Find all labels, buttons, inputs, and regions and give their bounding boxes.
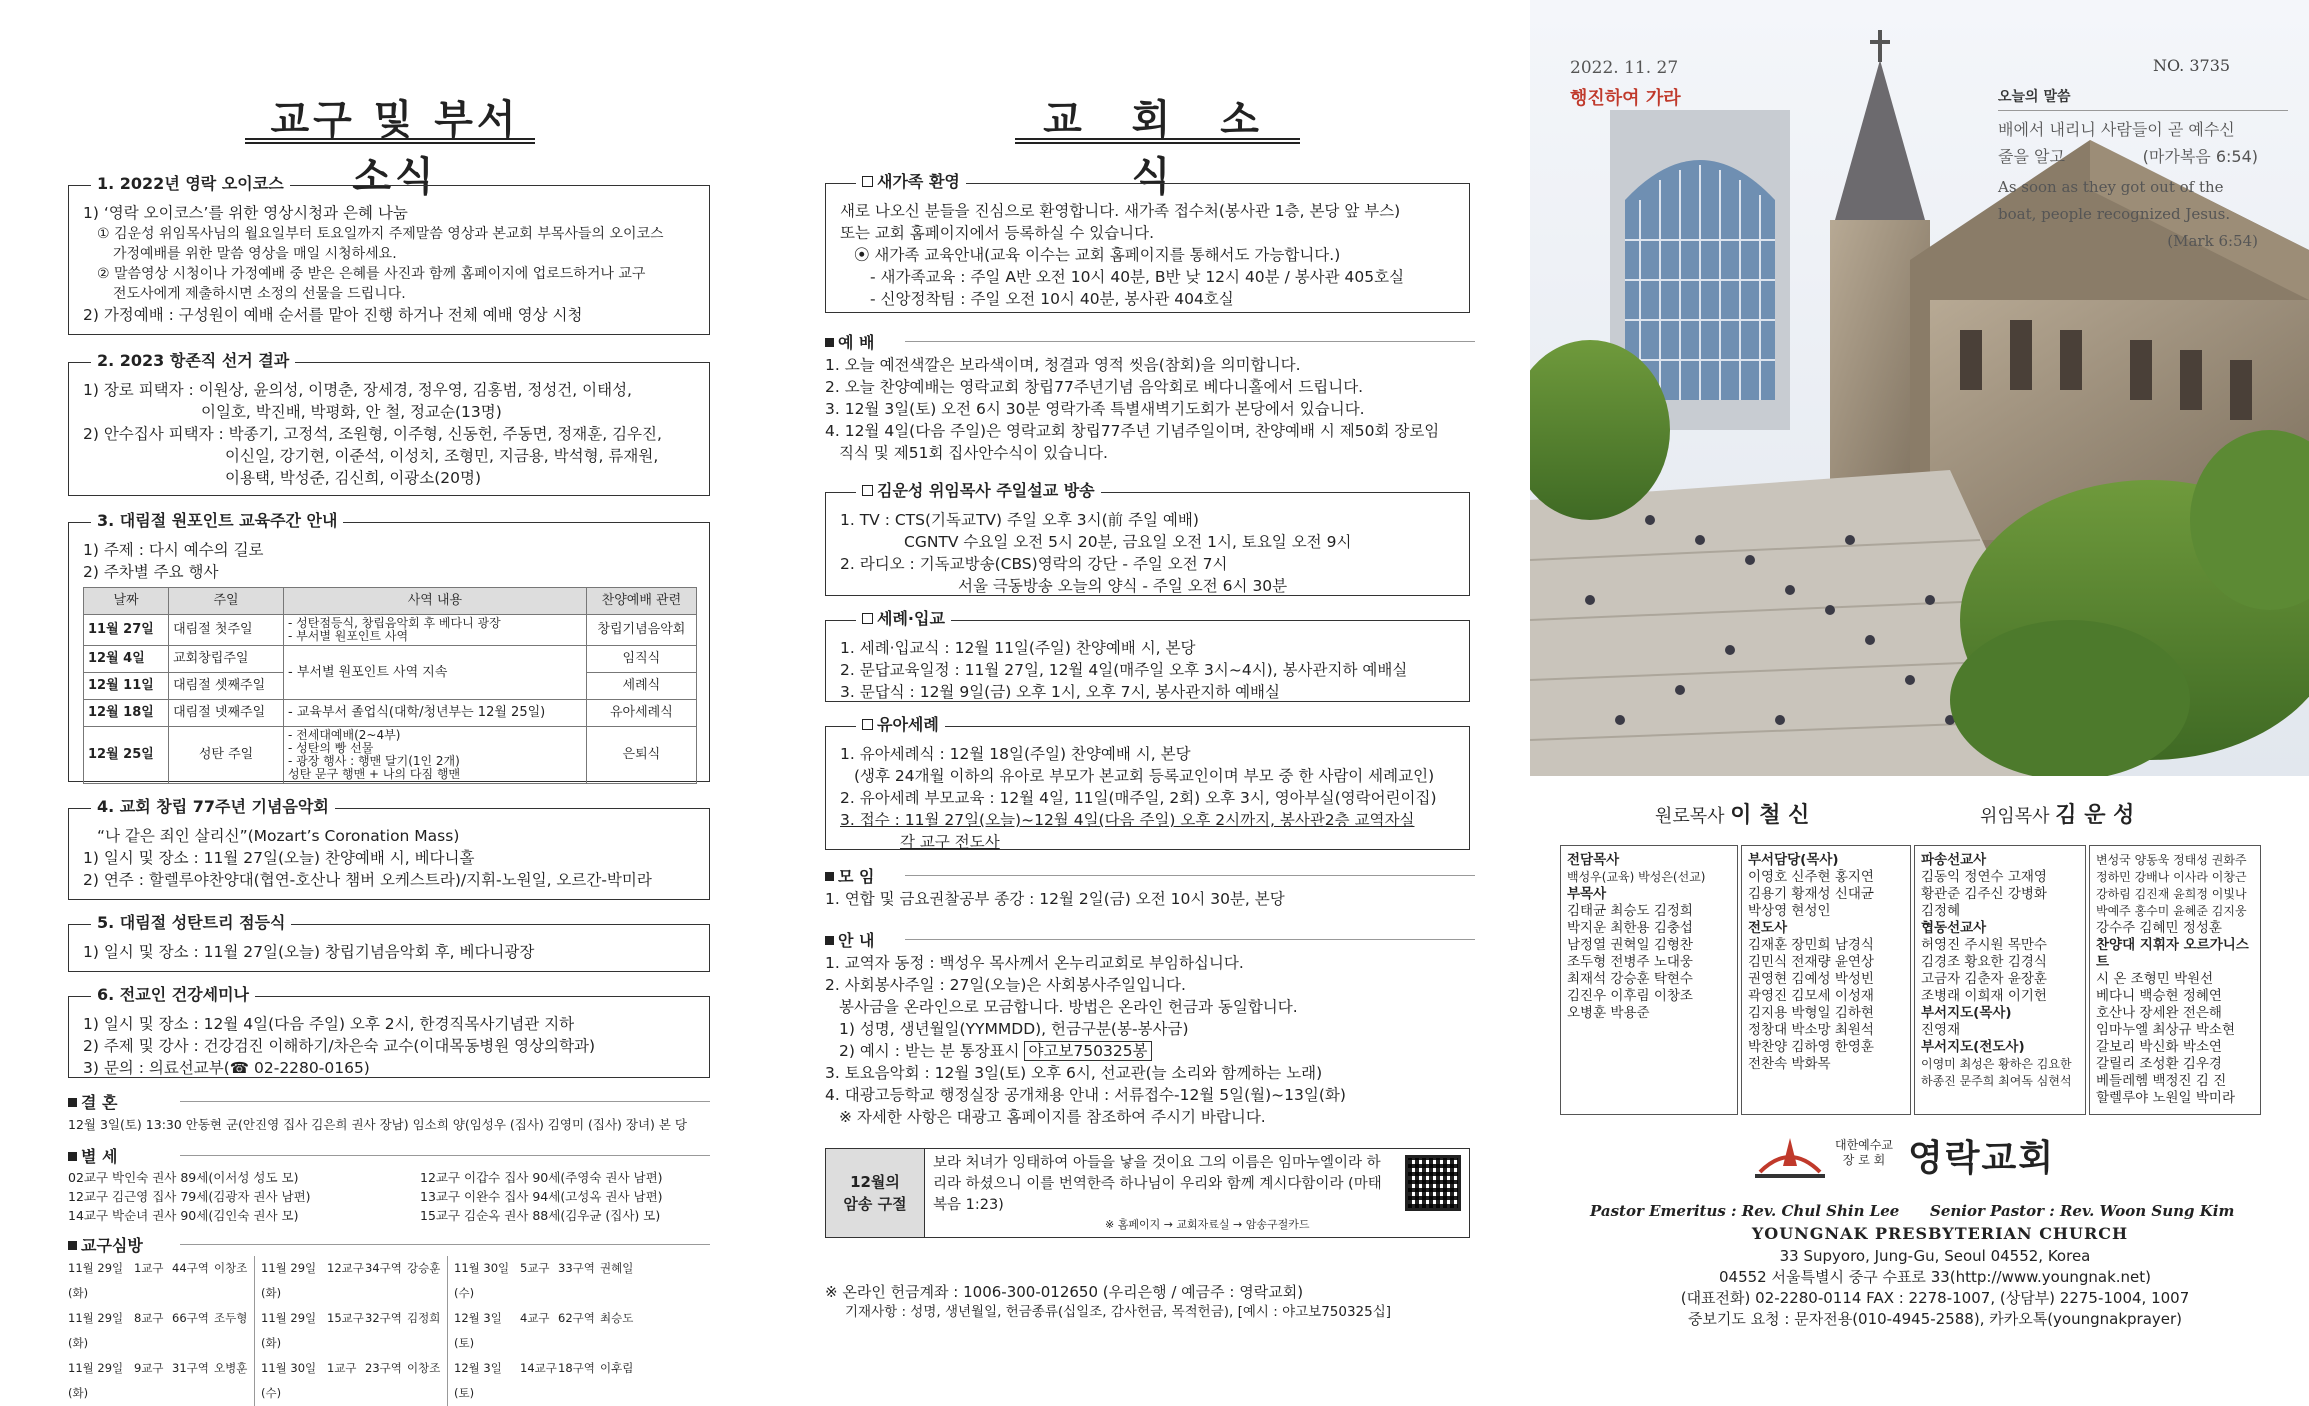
line: 3. 12월 3일(토) 오전 6시 30분 영락가족 특별새벽기도회가 본당에서 있습니다. — [825, 400, 1365, 418]
section-advent-education — [68, 511, 710, 782]
staff-line: 조두형 전병주 노대웅 — [1567, 954, 1693, 970]
visit-cell: 조두형 — [214, 1306, 255, 1356]
table-row — [84, 727, 697, 784]
verse-card — [825, 1148, 1470, 1238]
table-row — [84, 646, 697, 673]
staff-line: 변성국 양동욱 정태성 권화주 — [2096, 853, 2247, 867]
staff-line: 갈보리 박신화 박소연 — [2096, 1039, 2222, 1055]
middle-title-underline — [1015, 138, 1300, 144]
cell: 12월 18일 — [84, 700, 169, 727]
line: 1) 일시 및 장소 : 12월 4일(다음 주일) 오후 2시, 한경직목사기념관 지하 — [83, 1015, 575, 1033]
address-line: 33 Supyoro, Jung-Gu, Seoul 04552, Korea — [1779, 1247, 2091, 1265]
visit-cell: 8교구 — [134, 1311, 164, 1325]
staff-line: 임마누엘 최상규 박소현 — [2096, 1022, 2235, 1038]
line: 2. 유아세례 부모교육 : 12월 4일, 11일(매주일, 2회) 오후 3시, 영아부실(영락어린이집) — [840, 789, 1437, 807]
visit-cell: 11월 30일(수) — [261, 1361, 317, 1400]
staff-line: 부서지도(전도사) — [1921, 1039, 2025, 1055]
church-name-en: YOUNGNAK PRESBYTERIAN CHURCH — [1751, 1224, 2129, 1243]
visit-cell: 11월 30일(수) — [454, 1261, 510, 1300]
death-list-left — [68, 1168, 398, 1225]
line: 새로 나오신 분들을 진심으로 환영합니다. 새가족 접수처(봉사관 1층, 본당 앞 부스) — [840, 202, 1401, 220]
line: ② 말씀영상 시청이나 가정예배 중 받은 은혜를 사진과 함께 홈페이지에 업로드하거나 교구 — [97, 266, 646, 282]
staff-line: 조병래 이희재 이기헌 — [1921, 988, 2047, 1004]
line: 1) 일시 및 장소 : 11월 27일(오늘) 창립기념음악회 후, 베다니광장 — [83, 943, 535, 961]
th: 날짜 — [84, 588, 169, 615]
left-page-title: 교구 및 부서소식 — [270, 97, 520, 200]
visit-cell: 이창조 — [407, 1356, 448, 1406]
visit-cell: 18구역 — [558, 1361, 595, 1375]
line: 4. 12월 4일(다음 주일)은 영락교회 창립77주년 기념주일이며, 찬양예배 시 제50회 장로임 — [825, 422, 1440, 440]
death-list-right — [420, 1168, 720, 1225]
visit-cell: 9교구 — [134, 1361, 164, 1375]
verse-text: 보라 처녀가 잉태하여 아들을 낳을 것이요 그의 이름은 임마누엘이라 하리라 하셨으니 이를 번역한즉 하나님이 우리와 함께 계시다함이라 (마태복음 1:23) — [933, 1155, 1382, 1213]
line: 2) 연주 : 할렐루야찬양대(협연-호산나 챔버 오케스트라)/지휘-노원일, 오르간-박미라 — [83, 871, 652, 889]
verse-line: 배에서 내리니 사람들이 곧 예수신 — [1998, 120, 2235, 139]
staff-box-choirs — [2089, 845, 2261, 1115]
cell: - 전세대예배(2~4부) - 성탄의 빵 선물 - 광장 행사 : 행맨 달기(1인 2개) 성탄 문구 행맨 + 나의 다짐 행맨 — [284, 727, 587, 784]
cell: 세례식 — [586, 673, 696, 700]
left-title-underline — [245, 138, 535, 144]
visit-cell: 66구역 — [172, 1311, 209, 1325]
visit-cell: 5교구 — [520, 1261, 550, 1275]
staff-line: 베다니 백승현 정혜연 — [2096, 988, 2222, 1004]
line: 1) 성명, 생년월일(YYMMDD), 헌금구분(봉-봉사금) — [839, 1020, 1189, 1038]
staff-line: 베들레헴 백정진 김 진 — [2096, 1073, 2227, 1089]
staff-line: 고금자 김춘자 윤장훈 — [1921, 971, 2047, 987]
verse-path: ※ 홈페이지 → 교회자료실 → 암송구절카드 — [1105, 1218, 1310, 1231]
name: 이 철 신 — [1730, 803, 1810, 828]
section-title: 5. 대림절 성탄트리 점등식 — [91, 912, 291, 934]
emeritus-pastor — [1655, 798, 1809, 829]
visit-cell: 11월 29일(화) — [68, 1361, 124, 1400]
line: (생후 24개월 이하의 유아로 부모가 본교회 등록교인이며 부모 중 한 사람이 세례교인) — [854, 767, 1435, 785]
line: 직식 및 제51회 집사안수식이 있습니다. — [839, 444, 1108, 462]
staff-box-evangelists — [1741, 845, 1911, 1115]
line: 1. 세례·입교식 : 12월 11일(주일) 찬양예배 시, 본당 — [840, 639, 1196, 657]
line: ⦿ 새가족 교육안내(교육 이수는 교회 홈페이지를 통해서도 가능합니다.) — [854, 246, 1341, 264]
staff-line: 김경조 황요한 김경식 — [1921, 954, 2047, 970]
line: 2. 문답교육일정 : 11월 27일, 12월 4일(매주일 오후 3시~4시), 봉사관지하 예배실 — [840, 661, 1408, 679]
line: 3) 문의 : 의료선교부(☎ 02-2280-0165) — [83, 1059, 370, 1077]
staff-line: 호산나 장세완 전은해 — [2096, 1005, 2222, 1021]
section-title: 1. 2022년 영락 오이코스 — [91, 173, 290, 195]
th: 주일 — [169, 588, 284, 615]
address-line: 04552 서울특별시 중구 수표로 33(http://www.youngnak.net) — [1719, 1268, 2151, 1286]
label: 원로목사 — [1655, 806, 1725, 827]
cell: 임직식 — [586, 646, 696, 673]
line: 서울 극동방송 오늘의 양식 - 주일 오전 6시 30분 — [958, 577, 1288, 595]
line: 1) 일시 및 장소 : 11월 27일(오늘) 찬양예배 시, 베다니홀 — [83, 849, 475, 867]
motto: 행진하여 가라 — [1570, 88, 1681, 109]
visit-cell: 11월 29일(화) — [68, 1261, 124, 1300]
visit-cell: 44구역 — [172, 1261, 209, 1275]
worship-header: 예 배 — [825, 330, 874, 353]
section-title: 새가족 환영 — [856, 171, 966, 193]
table-row — [84, 700, 697, 727]
line: 4. 대광고등학교 행정실장 공개채용 안내 : 서류접수-12월 5일(월)~13일(화) — [825, 1086, 1346, 1104]
line: 각 교구 전도사 — [900, 833, 1000, 851]
line: 기재사항 : 성명, 생년월일, 헌금종류(십일조, 감사헌금, 목적헌금), [예시 : 야고보750325십] — [845, 1304, 1392, 1320]
section-broadcast — [825, 481, 1470, 596]
line: 1) ‘영락 오이코스’를 위한 영상시청과 은혜 나눔 — [83, 204, 408, 222]
cell: 11월 27일 — [84, 615, 169, 646]
staff-line: 허영진 주시원 목만수 — [1921, 937, 2047, 953]
th: 사역 내용 — [284, 588, 587, 615]
visit-cell: 권혜일 — [600, 1261, 634, 1275]
line: 2) 주제 및 강사 : 건강검진 이해하기/차은숙 교수(이대목동병원 영상의학과) — [83, 1037, 596, 1055]
staff-line: 부목사 — [1567, 886, 1607, 902]
line: - 신앙정착팀 : 주일 오전 10시 40분, 봉사관 404호실 — [870, 290, 1234, 308]
visit-cell: 이후림 — [600, 1361, 634, 1375]
staff-line: 김정혜 — [1921, 903, 1961, 919]
visit-cell: 1교구 — [134, 1261, 164, 1275]
table-row — [84, 615, 697, 646]
verse-label-line: 암송 구절 — [843, 1195, 907, 1213]
line: 1. 유아세례식 : 12월 18일(주일) 찬양예배 시, 본당 — [840, 745, 1191, 763]
staff-line: 김태균 최승도 김정희 — [1567, 903, 1693, 919]
visit-cell: 11월 29일(화) — [261, 1311, 317, 1350]
pastor-emeritus-en: Pastor Emeritus : Rev. Chul Shin Lee — [1590, 1202, 1900, 1220]
line: CGNTV 수요일 오전 5시 20분, 금요일 오전 1시, 토요일 오전 9시 — [904, 533, 1352, 551]
cell: 성탄 주일 — [169, 727, 284, 784]
cell: - 교육부서 졸업식(대학/청년부는 12월 25일) — [284, 700, 587, 727]
line: 1. TV : CTS(기독교TV) 주일 오후 3시(前 주일 예배) — [840, 511, 1199, 529]
line: 이용택, 박성준, 김신희, 이광소(20명) — [225, 469, 482, 487]
staff-line: 정창대 박소망 최원석 — [1748, 1022, 1874, 1038]
section-tree-lighting — [68, 913, 710, 972]
name: 김 운 성 — [2055, 803, 2135, 828]
staff-line: 이영호 신주현 홍지연 — [1748, 869, 1874, 885]
senior-pastor — [1980, 798, 2134, 829]
phone-line: (대표전화) 02-2280-0114 FAX : 2278-1007, (상담부) 2275-1004, 1007 — [1680, 1289, 2190, 1307]
staff-line: 부서지도(목사) — [1921, 1005, 2012, 1021]
prayer-line: 중보기도 요청 : 문자전용(010-4945-2588), 카카오톡(youngnakprayer) — [1687, 1310, 2183, 1328]
staff-line: 김용기 황재성 신대균 — [1748, 886, 1874, 902]
meeting-text: 1. 연합 및 금요권찰공부 종강 : 12월 2일(금) 오전 10시 30분, 본당 — [825, 890, 1285, 908]
staff-line: 갈릴리 조성환 김우경 — [2096, 1056, 2222, 1072]
cell: 12월 4일 — [84, 646, 169, 673]
staff-line: 최재석 강승훈 탁현수 — [1567, 971, 1693, 987]
section-title: 유아세례 — [856, 714, 945, 736]
staff-line: 정하민 강배나 이사라 이창근 — [2096, 870, 2247, 884]
staff-line: 강하림 김진재 윤희정 이빛나 — [2096, 887, 2247, 901]
list-item: 12교구 김근영 집사 79세(김광자 권사 남편) — [68, 1189, 311, 1204]
senior-pastor-en: Senior Pastor : Rev. Woon Sung Kim — [1930, 1202, 2235, 1220]
staff-line: 박예주 홍수미 윤혜준 김지웅 — [2096, 904, 2247, 918]
visit-cell: 11월 29일(화) — [68, 1311, 124, 1350]
verse-line: As soon as they got out of the — [1998, 178, 2224, 196]
line: 전도사에게 제출하시면 소정의 선물을 드립니다. — [113, 286, 406, 302]
cell: 은퇴식 — [586, 727, 696, 784]
visit-cell: 강승훈 — [407, 1256, 448, 1306]
line: 봉사금을 온라인으로 모금합니다. 방법은 온라인 헌금과 동일합니다. — [839, 998, 1298, 1016]
cell: 유아세례식 — [586, 700, 696, 727]
visit-cell: 14교구 — [520, 1361, 557, 1375]
line: 또는 교회 홈페이지에서 등록하실 수 있습니다. — [840, 224, 1155, 242]
divider — [180, 1155, 710, 1156]
list-item: 02교구 박인숙 권사 89세(이서성 성도 모) — [68, 1170, 299, 1185]
line: 2. 사회봉사주일 : 27일(오늘)은 사회봉사주일입니다. — [825, 976, 1186, 994]
verse-line: 줄을 알고 (마가복음 6:54) — [1998, 147, 2258, 166]
visit-cell: 62구역 — [558, 1311, 595, 1325]
today-word-title: 오늘의 말씀 — [1998, 86, 2288, 111]
staff-box-missionaries — [1914, 845, 2086, 1115]
cell: 12월 25일 — [84, 727, 169, 784]
staff-line: 할렐루야 노원일 박미라 — [2096, 1090, 2235, 1106]
cell: 12월 11일 — [84, 673, 169, 700]
staff-line: 김재훈 장민희 남경식 — [1748, 937, 1874, 953]
list-item: 12교구 이갑수 집사 90세(주영숙 권사 남편) — [420, 1170, 663, 1185]
visit-cell: 33구역 — [558, 1261, 595, 1275]
divider — [180, 1244, 710, 1245]
cell: 대림절 첫주일 — [169, 615, 284, 646]
staff-line: 곽영진 김모세 이성재 — [1748, 988, 1874, 1004]
notice-text — [825, 952, 1475, 1128]
wedding-text: 12월 3일(토) 13:30 안동현 군(안진영 집사 김은희 권사 장남) 임소희 양(임성우 (집사) 김영미 (집사) 장녀) 본 당 — [68, 1117, 687, 1132]
line: ※ 자세한 사항은 대광고 홈페이지를 참조하여 주시기 바랍니다. — [839, 1108, 1266, 1126]
staff-line: 시 온 조형민 박원선 — [2096, 971, 2214, 987]
section-infant-baptism — [825, 715, 1470, 851]
staff-line: 오병훈 박용준 — [1567, 1005, 1650, 1021]
staff-line: 파송선교사 — [1921, 852, 1987, 868]
list-item: 14교구 박순녀 권사 90세(김인숙 권사 모) — [68, 1208, 299, 1223]
visit-cell: 12교구 — [327, 1261, 364, 1275]
divider — [180, 1101, 710, 1102]
qr-code-icon[interactable] — [1405, 1155, 1461, 1211]
list-item: 13교구 이완수 집사 94세(고성옥 권사 남편) — [420, 1189, 663, 1204]
death-header: 별 세 — [68, 1144, 117, 1167]
visit-cell: 12월 3일(토) — [454, 1311, 502, 1350]
schedule-table — [83, 587, 697, 784]
visit-cell: 이창조 — [214, 1256, 255, 1306]
visit-cell: 4교구 — [520, 1311, 550, 1325]
th: 찬양예배 관련 — [586, 588, 696, 615]
section-title: 세례·입교 — [856, 608, 951, 630]
line: 2) 예시 : 받는 분 통장표시 야고보750325봉 — [825, 1040, 1475, 1062]
staff-line: 백성우(교육) 박성은(선교) — [1567, 870, 1706, 884]
example-code: 야고보750325봉 — [1024, 1041, 1151, 1061]
issue-number: NO. 3735 — [2153, 56, 2231, 75]
denomination — [1835, 1138, 1893, 1168]
divider — [905, 341, 1475, 342]
staff-line: 박찬양 김하영 한영훈 — [1748, 1039, 1874, 1055]
divider — [905, 939, 1475, 940]
line: 2) 안수집사 피택자 : 박종기, 고정석, 조원형, 이주형, 신동헌, 주동면, 정재훈, 김우진, — [83, 425, 662, 443]
worship-text — [825, 354, 1475, 464]
staff-line: 전담목사 — [1567, 852, 1620, 868]
visit-cell: 31구역 — [172, 1361, 209, 1375]
staff-line: 협동선교사 — [1921, 920, 1987, 936]
wedding-header: 결 혼 — [68, 1090, 117, 1113]
line: 이일호, 박진배, 박평화, 안 철, 정교순(13명) — [201, 403, 502, 421]
visit-row — [68, 1306, 718, 1356]
visit-cell: 23구역 — [365, 1361, 402, 1375]
staff-line: 하종진 문주희 최여독 심현석 — [1921, 1074, 2072, 1088]
list-item: 15교구 김순옥 권사 88세(김우균 (집사) 모) — [420, 1208, 661, 1223]
staff-line: 전찬속 박화목 — [1748, 1056, 1831, 1072]
line: 2) 가정예배 : 구성원이 예배 순서를 맡아 진행 하거나 전체 예배 영상 시청 — [83, 306, 583, 324]
cell: - 성탄점등식, 창립음악회 후 베다니 광장 - 부서별 원포인트 사역 — [284, 615, 587, 646]
staff-line: 찬양대 지휘자 오르가니스트 — [2096, 937, 2249, 970]
verse-body — [925, 1149, 1469, 1237]
staff-line: 김동익 정연수 고재영 — [1921, 869, 2047, 885]
cell: 대림절 셋째주일 — [169, 673, 284, 700]
middle-page-title: 교 회 소 식 — [1043, 97, 1277, 200]
staff-line: 강수주 김혜민 정성훈 — [2096, 920, 2222, 936]
visit-cell: 32구역 — [365, 1311, 402, 1325]
cell: - 부서별 원포인트 사역 지속 — [284, 646, 587, 700]
line: 3. 문답식 : 12월 9일(금) 오후 1시, 오후 7시, 봉사관지하 예배실 — [840, 683, 1280, 701]
church-logo-icon — [1755, 1132, 1825, 1184]
line: 이신일, 강기현, 이준석, 이성치, 조형민, 지금용, 박석형, 류재원, — [225, 447, 659, 465]
section-title: 4. 교회 창립 77주년 기념음악회 — [91, 796, 335, 818]
section-anniversary-concert — [68, 797, 710, 900]
line: 3. 접수 : 11월 27일(오늘)~12월 4일(다음 주일) 오후 2시까지, 봉사관2층 교역자실 — [840, 811, 1415, 829]
section-health-seminar — [68, 985, 710, 1078]
section-title: 2. 2023 항존직 선거 결과 — [91, 350, 295, 372]
section-welcome — [825, 172, 1470, 313]
line: 1) 장로 피택자 : 이원상, 윤의성, 이명춘, 장세경, 정우영, 김홍범, 정성건, 이태성, — [83, 381, 632, 399]
line: 3. 토요음악회 : 12월 3일(토) 오후 6시, 선교관(늘 소리와 함께하는 노래) — [825, 1064, 1323, 1082]
visit-cell: 15교구 — [327, 1311, 364, 1325]
visit-cell: 김정희 — [407, 1306, 448, 1356]
visit-row — [68, 1356, 718, 1406]
line: 2. 라디오 : 기독교방송(CBS)영락의 강단 - 주일 오전 7시 — [840, 555, 1228, 573]
staff-line: 박지운 최한용 김충섭 — [1567, 920, 1693, 936]
staff-box-pastors — [1560, 845, 1738, 1115]
section-title: 3. 대림절 원포인트 교육주간 안내 — [91, 510, 343, 532]
church-name: 영락교회 — [1908, 1138, 2056, 1179]
denomination-line: 대한예수교 — [1835, 1138, 1893, 1152]
meeting-header: 모 임 — [825, 864, 874, 887]
visit-cell: 1교구 — [327, 1361, 357, 1375]
visit-cell: 12월 3일(토) — [454, 1361, 502, 1400]
verse-line: (Mark 6:54) — [2167, 232, 2258, 250]
staff-line: 권영현 김예성 박성빈 — [1748, 971, 1874, 987]
line: ※ 온라인 헌금계좌 : 1006-300-012650 (우리은행 / 예금주 : 영락교회) — [825, 1283, 1304, 1301]
cell: 교회창립주일 — [169, 646, 284, 673]
divider — [905, 875, 1475, 876]
today-word — [1998, 116, 2258, 255]
line: 2) 주차별 주요 행사 — [83, 563, 219, 581]
verse-label — [826, 1149, 925, 1237]
visit-header: 교구심방 — [68, 1233, 143, 1256]
section-title: 김운성 위임목사 주일설교 방송 — [856, 480, 1101, 502]
line: “나 같은 죄인 살리신”(Mozart’s Coronation Mass) — [97, 827, 460, 845]
staff-line: 이영미 최성은 황하은 김요한 — [1921, 1057, 2072, 1071]
visit-table — [68, 1256, 718, 1406]
line: - 새가족교육 : 주일 A반 오전 10시 40분, B반 낮 12시 40분 / 봉사관 405호실 — [870, 268, 1405, 286]
verse-label-line: 12월의 — [850, 1173, 900, 1191]
line: 1) 주제 : 다시 예수의 길로 — [83, 541, 264, 559]
staff-line: 김민식 전재량 윤연상 — [1748, 954, 1874, 970]
line: 1. 교역자 동정 : 백성우 목사께서 온누리교회로 부임하십니다. — [825, 954, 1244, 972]
staff-line: 전도사 — [1748, 920, 1788, 936]
visit-row — [68, 1256, 718, 1306]
verse-line: boat, people recognized Jesus. — [1998, 205, 2231, 223]
section-oikos — [68, 174, 710, 335]
staff-line: 진영재 — [1921, 1022, 1961, 1038]
church-address — [1590, 1246, 2280, 1330]
denomination-line: 장 로 회 — [1842, 1153, 1886, 1167]
issue-date: 2022. 11. 27 — [1570, 58, 1679, 78]
staff-line: 남정열 권혁일 김형찬 — [1567, 937, 1693, 953]
cell: 대림절 넷째주일 — [169, 700, 284, 727]
line: 1. 오늘 예전색깔은 보라색이며, 청결과 영적 씻음(참회)을 의미합니다. — [825, 356, 1301, 374]
cell: 창립기념음악회 — [586, 615, 696, 646]
offering-info — [825, 1282, 1475, 1322]
staff-line: 부서담당(목사) — [1748, 852, 1839, 868]
section-baptism — [825, 609, 1470, 702]
staff-line: 김진우 이후림 이창조 — [1567, 988, 1693, 1004]
visit-cell: 34구역 — [365, 1261, 402, 1275]
line: ① 김운성 위임목사님의 월요일부터 토요일까지 주제말씀 영상과 본교회 부목사들의 오이코스 — [97, 226, 664, 242]
line: 가정예배를 위한 말씀 영상을 매일 시청하세요. — [113, 246, 397, 262]
visit-cell: 11월 29일(화) — [261, 1261, 317, 1300]
section-election — [68, 351, 710, 496]
section-title: 6. 전교인 건강세미나 — [91, 984, 255, 1006]
staff-line: 황관준 김주신 강병화 — [1921, 886, 2047, 902]
label: 위임목사 — [1980, 806, 2050, 827]
staff-line: 김지용 박형일 김하현 — [1748, 1005, 1874, 1021]
visit-cell: 최승도 — [600, 1311, 634, 1325]
staff-line: 박상영 현성인 — [1748, 903, 1831, 919]
line: 2. 오늘 찬양예배는 영락교회 창립77주년기념 음악회로 베다니홀에서 드립니다. — [825, 378, 1364, 396]
visit-cell: 오병훈 — [214, 1356, 255, 1406]
notice-header: 안 내 — [825, 928, 874, 951]
